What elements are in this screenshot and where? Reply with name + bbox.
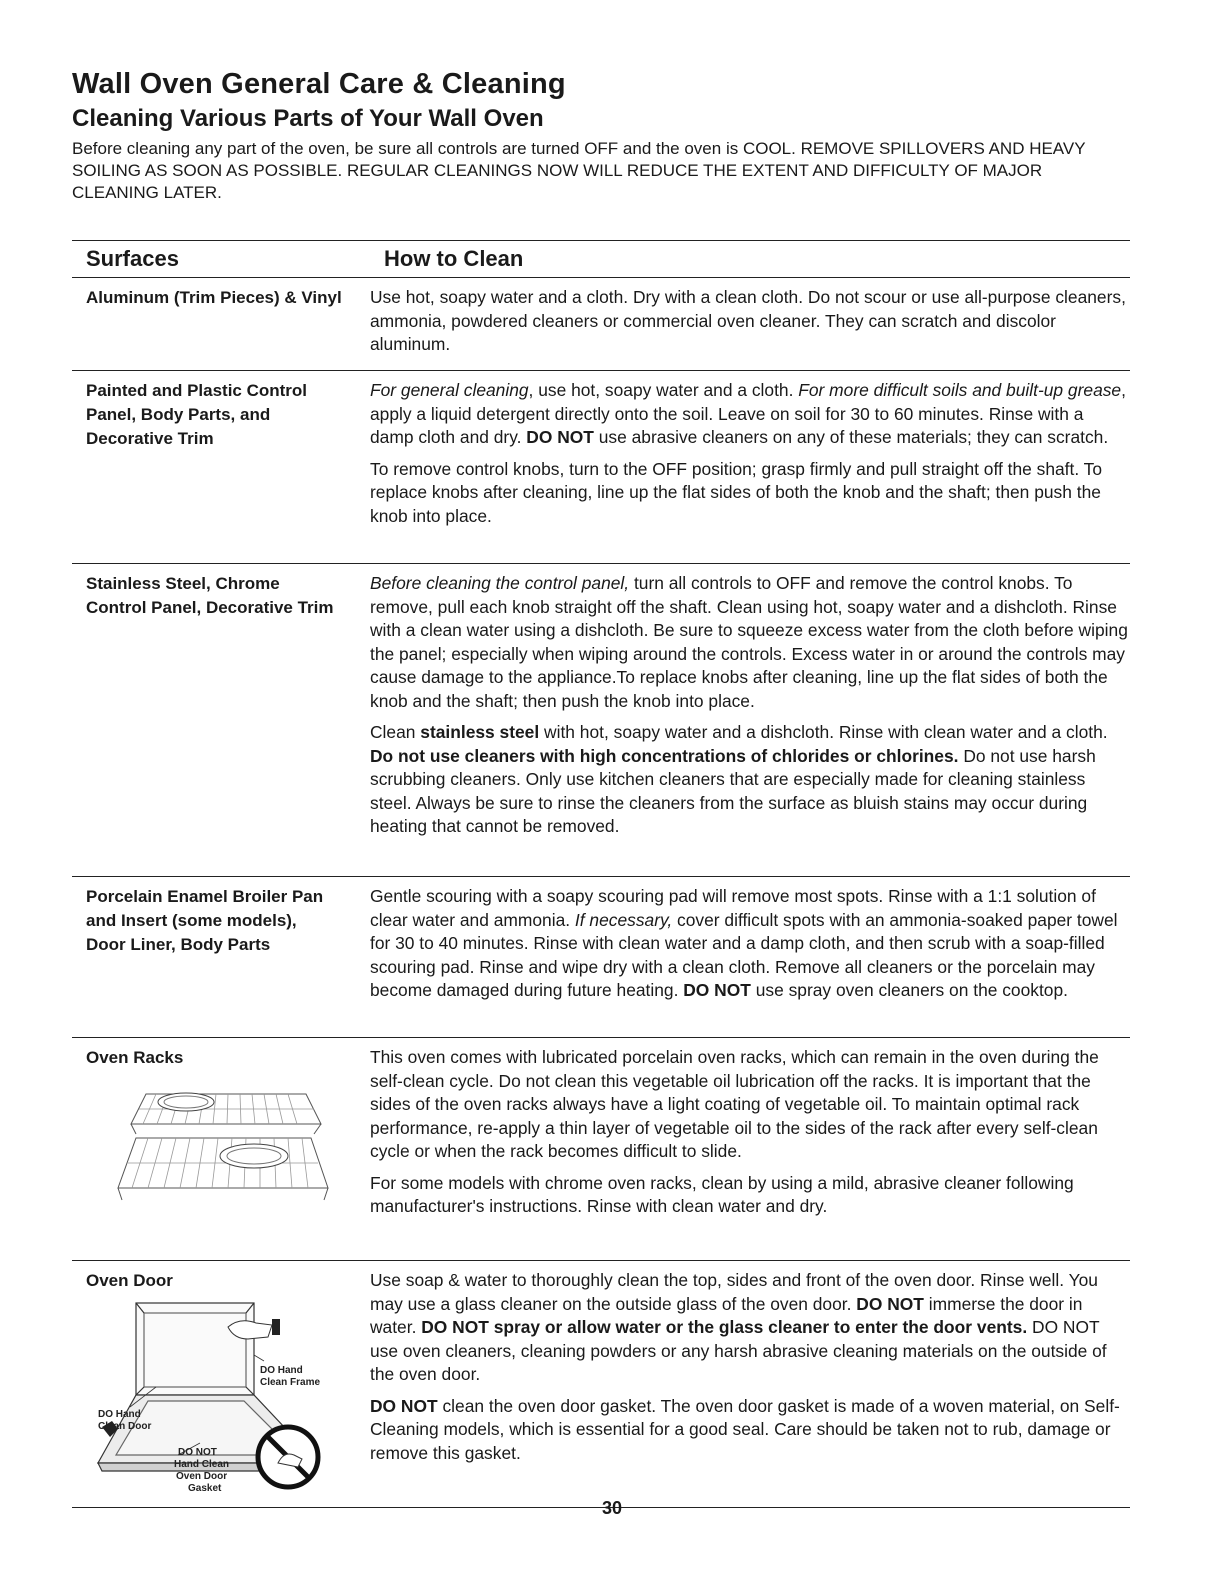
surface-name: Aluminum (Trim Pieces) & Vinyl bbox=[86, 288, 342, 307]
clean-instructions: Use hot, soapy water and a cloth. Dry with a clean cloth. Do not scour or use all-purpose cleaners, ammonia, powdered cleaners or commercial oven cleaner. They can scratch and discolor aluminum. bbox=[370, 287, 1126, 354]
label-door-line1: DO Hand bbox=[98, 1409, 141, 1420]
surface-name: Oven Door bbox=[86, 1271, 173, 1290]
label-gasket-line2: Hand Clean bbox=[174, 1459, 230, 1470]
intro-paragraph: Before cleaning any part of the oven, be sure all controls are turned OFF and the oven is COOL. REMOVE SPILLOVERS AND HEAVY SOILING AS SOON AS POSSIBLE. REGULAR CLEANINGS NOW WILL REDUCE THE EXTENT AND DIFFICULTY OF MAJOR CLEANING LATER. bbox=[72, 139, 1086, 202]
page-header bbox=[72, 66, 1130, 204]
clean-instructions: Gentle scouring with a soapy scouring pad will remove most spots. Rinse with a 1:1 solution of clear water and ammonia. If necessary, cover difficult spots with an ammonia-soaked paper towel for 30 to 40 minutes. Rinse with clean water and a damp cloth, and then scrub with a soap-filled scouring pad. Rinse and wipe dry with a clean cloth. Remove all cleaners or the porcelain may become damaged during future heating. DO NOT use spray oven cleaners on the cooktop. bbox=[370, 886, 1118, 1000]
clean-instructions-chrome: For some models with chrome oven racks, clean by using a mild, abrasive cleaner following manufacturer's instructions. Rinse with clean water and dry. bbox=[370, 1172, 1074, 1216]
how-to-clean-header: How to Clean bbox=[384, 246, 524, 271]
surface-name: Painted and Plastic Control Panel, Body Parts, and Decorative Trim bbox=[86, 381, 308, 448]
label-gasket-line1: DO NOT bbox=[178, 1447, 217, 1458]
clean-instructions-knobs: To remove control knobs, turn to the OFF position; grasp firmly and pull straight off the shaft. To replace knobs after cleaning, line up the flat sides of both the knob and the shaft; then push the knob into place. bbox=[370, 458, 1103, 526]
table-row bbox=[72, 877, 1130, 1038]
clean-instructions-gasket: DO NOT clean the oven door gasket. The oven door gasket is made of a woven material, on Self-Cleaning models, which is essential for a good seal. Care should be taken not to rub, damage or remove this gasket. bbox=[370, 1395, 1120, 1463]
label-gasket-line4: Gasket bbox=[188, 1483, 222, 1494]
page-subtitle: Cleaning Various Parts of Your Wall Oven bbox=[72, 105, 544, 132]
clean-instructions: For general cleaning, use hot, soapy water and a cloth. For more difficult soils and built-up grease, apply a liquid detergent directly onto the soil. Leave on soil for 30 to 60 minutes. Rinse with a damp cloth and dry. DO NOT use abrasive cleaners on any of these materials; they can scratch. bbox=[370, 380, 1126, 447]
table-row bbox=[72, 371, 1130, 564]
label-frame-line2: Clean Frame bbox=[260, 1377, 321, 1388]
table-row bbox=[72, 278, 1130, 371]
clean-instructions: This oven comes with lubricated porcelain oven racks, which can remain in the oven during the self-clean cycle. Do not clean this vegetable oil lubrication off the racks. It is important that the sides of the oven racks always have a light coating of vegetable oil. To maintain optimal rack performance, re-apply a thin layer of vegetable oil to the sides of the rack after every self-clean cycle or when the rack becomes difficult to slide. bbox=[370, 1047, 1099, 1161]
table-row bbox=[72, 1261, 1130, 1508]
surface-name: Stainless Steel, Chrome Control Panel, Decorative Trim bbox=[86, 574, 334, 617]
oven-door-illustration bbox=[78, 1295, 338, 1505]
page-title: Wall Oven General Care & Cleaning bbox=[72, 68, 566, 100]
clean-instructions: Before cleaning the control panel, turn all controls to OFF and remove the control knobs. To remove, pull each knob straight off the shaft. Clean using hot, soapy water and a dishcloth. Rinse with a clean water using a dishcloth. Be sure to squeeze excess water from the cloth before wiping the panel; especially when wiping around the controls. Excess water in or around the controls may cause damage to the appliance.To replace knobs after cleaning, line up the flat sides of both the knob and the shaft; then push the knob into place. bbox=[370, 573, 1128, 711]
table-row bbox=[72, 1038, 1130, 1261]
page-number: 30 bbox=[601, 1498, 623, 1518]
label-door-line2: Clean Door bbox=[98, 1421, 152, 1432]
clean-instructions: Use soap & water to thoroughly clean the top, sides and front of the oven door. Rinse well. You may use a glass cleaner on the outside glass of the oven door. DO NOT immerse the door in water. DO NOT spray or allow water or the glass cleaner to enter the door vents. DO NOT use oven cleaners, cleaning powders or any harsh abrasive cleaning materials on the outside of the oven door. bbox=[370, 1270, 1107, 1384]
surfaces-header: Surfaces bbox=[86, 246, 179, 271]
surface-name: Oven Racks bbox=[86, 1048, 184, 1067]
table-header bbox=[72, 240, 1130, 278]
clean-instructions-stainless: Clean stainless steel with hot, soapy water and a dishcloth. Rinse with clean water and a cloth. Do not use cleaners with high concentrations of chlorides or chlorines. Do not use harsh scrubbing cleaners. Only use kitchen cleaners that are especially made for cleaning stainless steel. Always be sure to rinse the cleaners from the surface as bluish stains may occur during heating that cannot be removed. bbox=[370, 722, 1108, 836]
table-row bbox=[72, 564, 1130, 877]
oven-racks-illustration bbox=[106, 1076, 336, 1206]
label-gasket-line3: Oven Door bbox=[176, 1471, 228, 1482]
cleaning-table bbox=[72, 240, 1130, 1508]
label-frame-line1: DO Hand bbox=[260, 1365, 303, 1376]
surface-name: Porcelain Enamel Broiler Pan and Insert (some models), Door Liner, Body Parts bbox=[86, 887, 324, 954]
